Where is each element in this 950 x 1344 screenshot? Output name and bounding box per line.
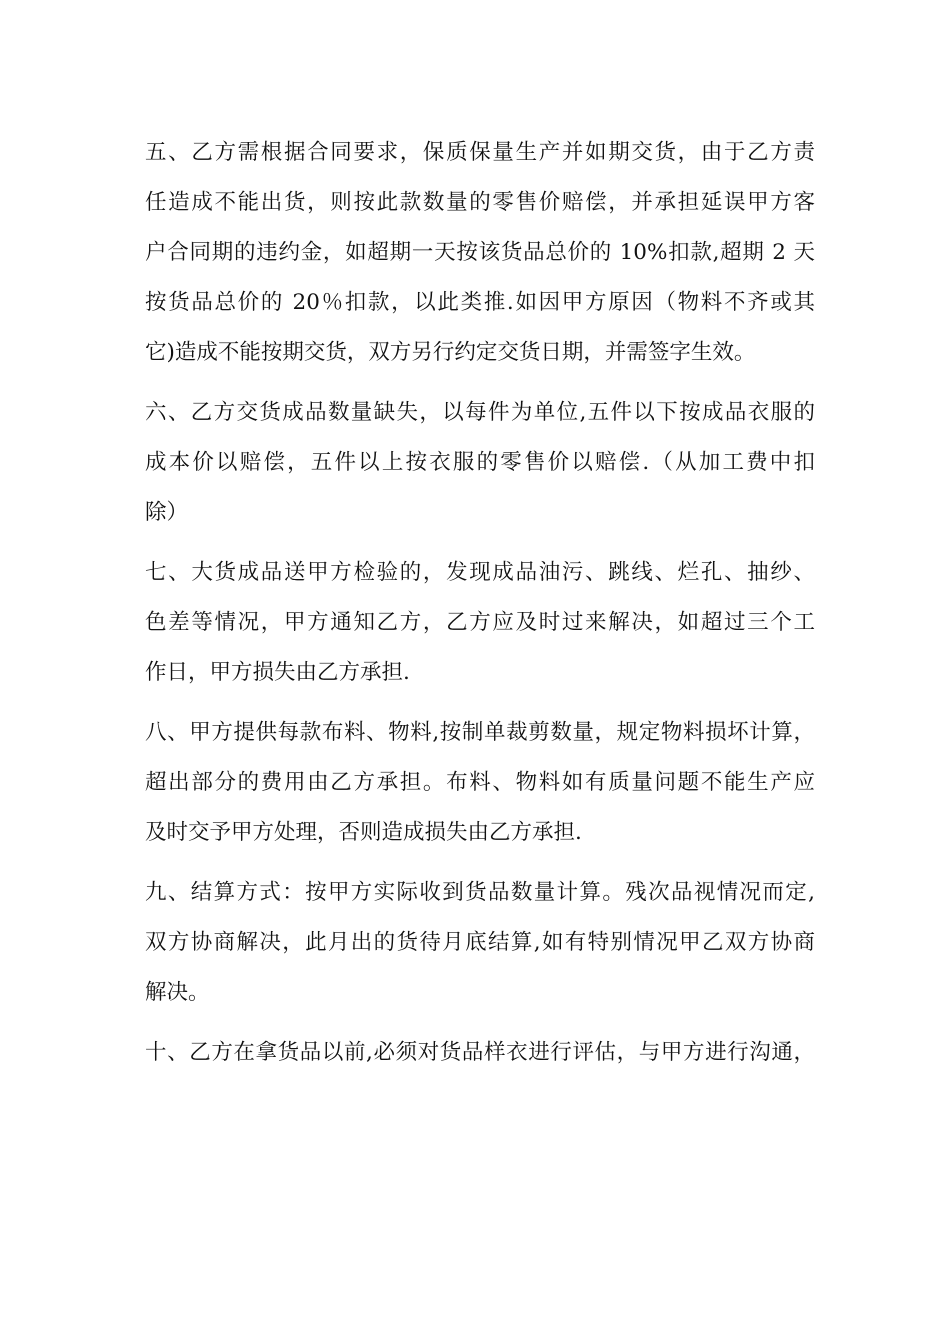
document-body — [145, 128, 815, 1088]
text-line: 户合同期的违约金，如超期一天按该货品总价的 10%扣款,超期 2 天 — [145, 240, 815, 265]
clause-10 — [145, 1028, 815, 1078]
clause-7 — [145, 548, 815, 698]
clause-8 — [145, 708, 815, 858]
text-line: 八、甲方提供每款布料、物料,按制单裁剪数量，规定物料损坏计算， — [145, 720, 815, 745]
clause-9 — [145, 868, 815, 1018]
text-line: 超出部分的费用由乙方承担。布料、物料如有质量问题不能生产应 — [145, 770, 815, 795]
text-line: 十、乙方在拿货品以前,必须对货品样衣进行评估，与甲方进行沟通， — [145, 1040, 815, 1065]
text-line: 七、大货成品送甲方检验的，发现成品油污、跳线、烂孔、抽纱、 — [145, 560, 815, 585]
text-line: 成本价以赔偿，五件以上按衣服的零售价以赔偿.（从加工费中扣 — [145, 450, 815, 475]
text-line: 解决。 — [145, 980, 210, 1005]
text-line: 任造成不能出货，则按此款数量的零售价赔偿，并承担延误甲方客 — [145, 190, 815, 215]
text-line: 九、结算方式：按甲方实际收到货品数量计算。残次品视情况而定, — [145, 880, 815, 905]
text-line: 及时交予甲方处理，否则造成损失由乙方承担. — [145, 820, 582, 845]
clause-6 — [145, 388, 815, 538]
text-line: 除） — [145, 500, 189, 525]
clause-5 — [145, 128, 815, 378]
text-line: 六、乙方交货成品数量缺失，以每件为单位,五件以下按成品衣服的 — [145, 400, 815, 425]
text-line: 双方协商解决，此月出的货待月底结算,如有特别情况甲乙双方协商 — [145, 930, 815, 955]
text-line: 作日，甲方损失由乙方承担. — [145, 660, 410, 685]
text-line: 色差等情况，甲方通知乙方，乙方应及时过来解决，如超过三个工 — [145, 610, 815, 635]
text-line: 按货品总价的 20％扣款，以此类推.如因甲方原因（物料不齐或其 — [145, 290, 815, 315]
text-line: 它)造成不能按期交货，双方另行约定交货日期，并需签字生效。 — [145, 340, 756, 365]
text-line: 五、乙方需根据合同要求，保质保量生产并如期交货，由于乙方责 — [145, 140, 815, 165]
